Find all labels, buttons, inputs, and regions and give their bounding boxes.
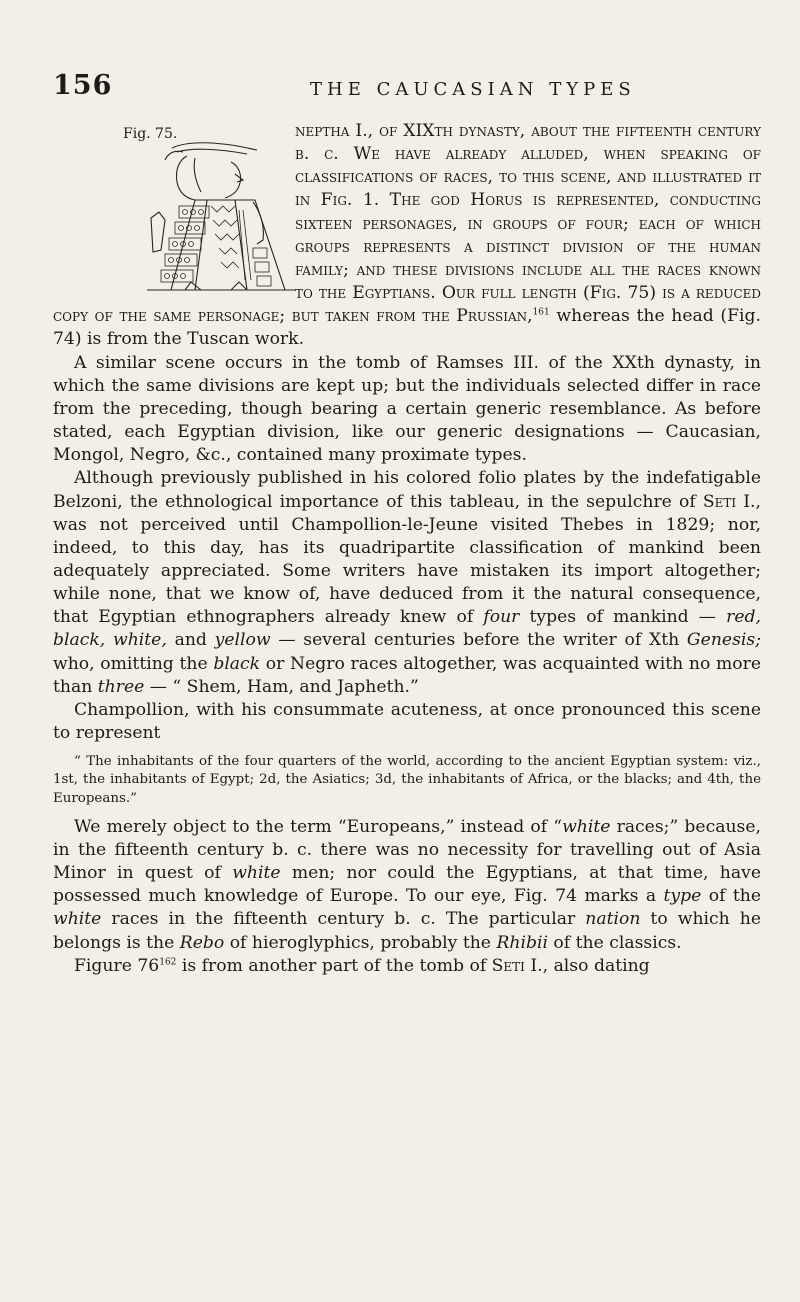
p3-m: or Negro races altogether, was acquainted with no more than (53, 653, 761, 697)
p6-a: Figure 76 (74, 955, 160, 976)
p5-c: races;” because, in the fifteenth century b. c. there was no necessity for travelling out of Asia Minor in quest of (53, 816, 761, 884)
p5-rhibii: Rhibii (496, 932, 548, 953)
block-quote (53, 745, 761, 816)
p5-g: of the (701, 886, 761, 907)
p6-seti: Seti (491, 955, 525, 976)
page-number: 156 (53, 70, 113, 101)
quote-text: “ The inhabitants of the four quarters of the world, according to the ancient Egyptian system: viz., 1st, the inhabitants of Egypt; 2d, the Asiatics; 3d, the inhabitants of Africa, or the blacks; and 4th, the Europeans.” (53, 754, 761, 806)
paragraph-5 (53, 816, 761, 955)
p5-e: men; nor could the Egyptians, at that time, have possessed much knowledge of Europe. To our eye, Fig. 74 marks a (53, 863, 761, 907)
p3-k: who, omitting the (53, 653, 214, 674)
p3-c: I., was not perceived until Champollion-le-Jeune visited Thebes in 1829; nor, indeed, to this day, has its quadripartite classification of mankind been adequately appreciated. Some writers have mistaken its import altogether; while none, that we know of, have deduced from it the natural consequence, that Egyptian ethnographers already knew of (53, 491, 761, 628)
p3-a: Although previously published in his colored folio plates by the indefatigable Belzoni, the ethnological importance of this tableau, in the sepulchre of (53, 468, 761, 512)
p5-nation: nation (585, 909, 641, 930)
p3-seti: Seti (702, 491, 737, 512)
p5-o: of the classics. (547, 932, 682, 953)
footnote-ref-162: 162 (159, 957, 177, 968)
p5-i: races in the fifteenth century b. c. The particular (101, 909, 586, 930)
running-title: THE CAUCASIAN TYPES (310, 79, 636, 100)
p5-white-1: white (562, 816, 611, 837)
p5-k: to which he belongs is the (53, 909, 761, 953)
p3-o: — “ Shem, Ham, and Japheth.” (144, 676, 419, 697)
p5-a: We merely object to the term “Europeans,” instead of “ (74, 816, 563, 837)
p3-genesis: Genesis; (686, 630, 761, 651)
paragraph-1-tail: whereas the head (Fig. 74) is from the Tuscan work. (53, 306, 761, 350)
figure-label: Fig. 75. (123, 126, 178, 142)
p3-three: three (97, 676, 145, 697)
paragraph-1-text: neptha I., of XIXth dynasty, about the fifteenth century b. c. We have already alluded, when speaking of classifications of races, to this scene, and illustrated it in Fig. 1. The god Horus is represented, conducting sixteen personages, in groups of four; each of which groups represents a distinct division of the human family; and these divisions include all the races known to the Egyptians. Our full length (Fig. 75) is a reduced copy of the same personage; but taken from the Prussian, (53, 121, 761, 327)
p6-d: I., also dating (524, 955, 650, 976)
p5-rebo: Rebo (179, 932, 225, 953)
p3-colors: red, black, white, (53, 607, 761, 651)
paragraph-2: A similar scene occurs in the tomb of Ramses III. of the XXth dynasty, in which the same divisions are kept up; but the individuals selected differ in race from the preceding, though bearing a certain generic resemblance. As before stated, each Egyptian division, like our generic designations — Caucasian, Mongol, Negro, &c., contained many proximate types. (53, 352, 761, 466)
p5-white-3: white (53, 909, 102, 930)
figure-float-space (53, 120, 295, 304)
p3-e: types of mankind — (519, 607, 727, 628)
p3-i: — several centuries before the writer of Xth (270, 630, 687, 651)
paragraph-4: Champollion, with his consummate acuteness, at once pronounced this scene to represent (53, 699, 761, 744)
p5-white-2: white (232, 863, 281, 884)
p3-yellow: yellow (214, 630, 271, 651)
p5-type: type (663, 886, 702, 907)
paragraph-3 (53, 467, 761, 699)
footnote-ref-161: 161 (532, 307, 550, 318)
body-text (53, 120, 761, 978)
p6-b: is from another part of the tomb of (176, 955, 492, 976)
p5-m: of hieroglyphics, probably the (224, 932, 497, 953)
paragraph-6 (53, 955, 761, 978)
p3-g: and (166, 630, 215, 651)
p3-four: four (483, 607, 520, 628)
p3-black: black (213, 653, 261, 674)
